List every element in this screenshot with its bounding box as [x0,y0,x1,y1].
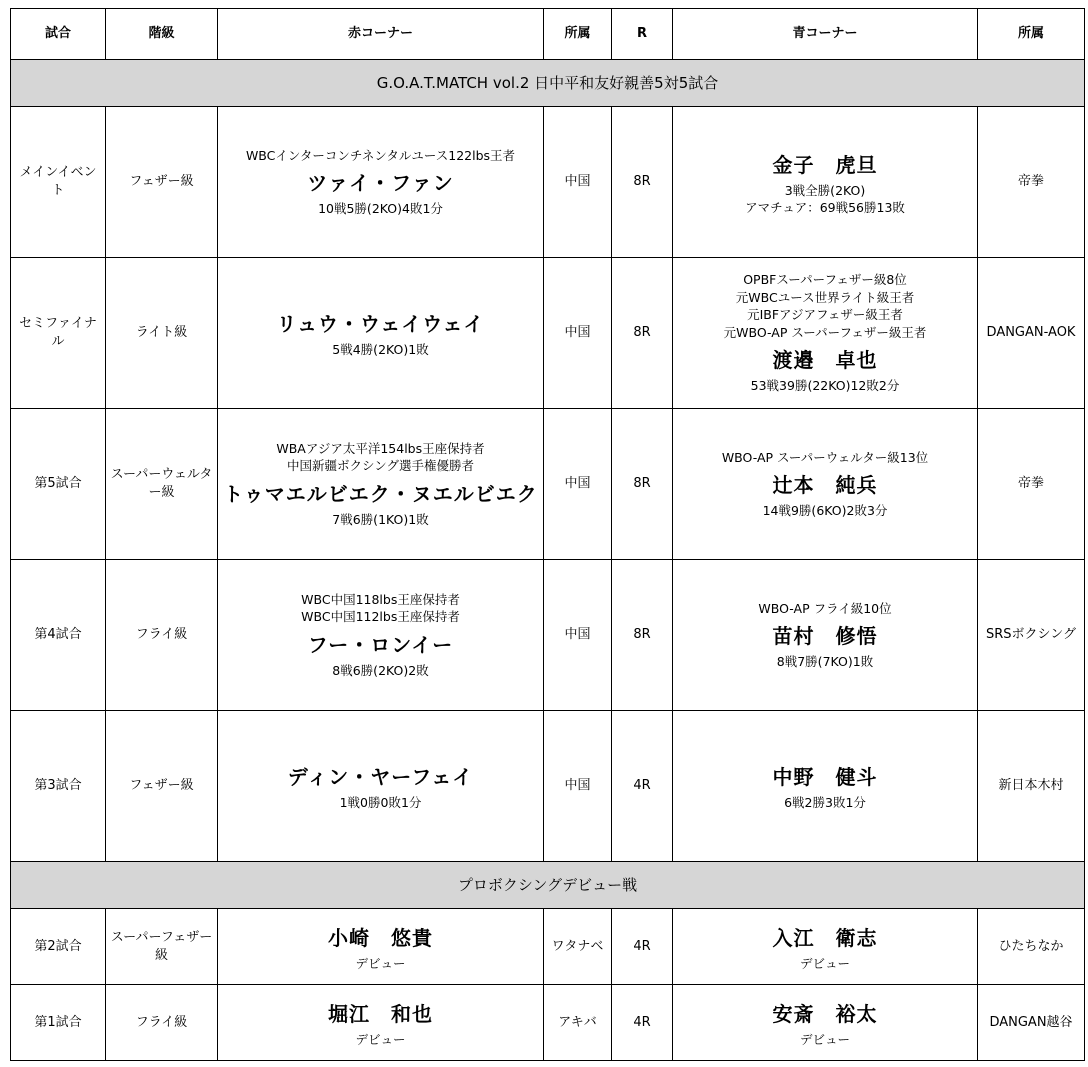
rounds: 4R [612,985,673,1061]
red-gym: 中国 [544,711,612,862]
blue-fighter-name: 苗村 修悟 [772,624,878,648]
red-gym: 中国 [544,107,612,258]
bout-label: 第4試合 [11,560,106,711]
section-title: プロボクシングデビュー戦 [11,862,1085,909]
weight-class: スーパーフェザー級 [106,909,218,985]
bout-row [11,258,1085,409]
blue-fighter-name: 渡邉 卓也 [772,348,878,373]
red-fighter-name: リュウ・ウェイウェイ [276,312,485,337]
red-title-line: WBCインターコンチネンタルユース122lbs王者 [245,147,516,163]
blue-gym: DANGAN越谷 [978,985,1085,1061]
blue-corner-cell [673,258,978,409]
red-record: 5戦4勝(2KO)1敗 [332,342,429,358]
blue-title-line: 元WBO-AP スーパーフェザー級王者 [723,324,927,340]
red-record: 8戦6勝(2KO)2敗 [332,662,429,678]
blue-title-line: WBO-AP フライ級10位 [758,600,892,616]
bout-label: セミファイナル [11,258,106,409]
red-record: 7戦6勝(1KO)1敗 [332,511,429,527]
section-goat-match [11,60,1085,107]
red-record: デビュー [355,1031,406,1047]
red-corner-cell [218,560,544,711]
red-record: 1戦0勝0敗1分 [339,795,422,811]
red-gym: ワタナベ [544,909,612,985]
rounds: 8R [612,409,673,560]
blue-fighter-name: 中野 健斗 [772,765,878,790]
red-record: デビュー [355,955,406,971]
blue-fighter-name: 金子 虎旦 [772,152,878,177]
red-gym: 中国 [544,409,612,560]
red-fighter-name: 小崎 悠貴 [328,925,433,950]
red-gym: 中国 [544,560,612,711]
blue-record: デビュー [799,955,850,971]
blue-record: 14戦9勝(6KO)2敗3分 [762,503,888,518]
blue-corner-cell [673,560,978,711]
header-blue-corner: 青コーナー [673,9,978,60]
blue-record: アマチュア：69戦56勝13敗 [745,200,905,215]
header-blue-gym: 所属 [978,9,1085,60]
rounds: 8R [612,107,673,258]
blue-gym: DANGAN-AOK [978,258,1085,409]
blue-record: 6戦2勝3敗1分 [784,795,866,811]
header-row [11,9,1085,60]
red-title-line: WBC中国112lbs王座保持者 [301,609,460,625]
rounds: 4R [612,711,673,862]
red-title-line: 中国新疆ボクシング選手権優勝者 [287,458,474,474]
blue-title-line: OPBFスーパーフェザー級8位 [743,272,907,288]
rounds: 8R [612,258,673,409]
header-red-corner: 赤コーナー [218,9,544,60]
blue-gym: 帝拳 [978,107,1085,258]
bout-row [11,985,1085,1061]
header-rounds: R [612,9,673,60]
bout-label: 第2試合 [11,909,106,985]
red-fighter-name: ディン・ヤーフェイ [287,765,474,790]
red-title-line: WBC中国118lbs王座保持者 [301,591,460,607]
header-red-gym: 所属 [544,9,612,60]
fight-card-table [10,8,1085,1061]
blue-gym: SRSボクシング [978,560,1085,711]
blue-gym: 新日本木村 [978,711,1085,862]
blue-record: 3戦全勝(2KO) [784,182,866,198]
red-corner-cell [218,409,544,560]
blue-record: 53戦39勝(22KO)12敗2分 [750,378,900,394]
red-gym: 中国 [544,258,612,409]
weight-class: フライ級 [106,985,218,1061]
section-title: G.O.A.T.MATCH vol.2 日中平和友好親善5対5試合 [11,60,1085,107]
weight-class: スーパーウェルター級 [106,409,218,560]
red-title-line: WBAアジア太平洋154lbs王座保持者 [276,440,485,456]
blue-corner-cell [673,985,978,1061]
blue-gym: ひたちなか [978,909,1085,985]
bout-label: 第5試合 [11,409,106,560]
weight-class: ライト級 [106,258,218,409]
blue-record: 8戦7勝(7KO)1敗 [776,654,874,669]
blue-title-line: WBO-AP スーパーウェルター級13位 [721,449,929,465]
header-bout: 試合 [11,9,106,60]
bout-row [11,409,1085,560]
bout-row [11,107,1085,258]
weight-class: フェザー級 [106,711,218,862]
bout-row [11,909,1085,985]
red-corner-cell [218,258,544,409]
header-weight: 階級 [106,9,218,60]
blue-title-line: 元WBCユース世界ライト級王者 [735,289,915,305]
section-debut [11,862,1085,909]
blue-fighter-name: 安斎 裕太 [772,1001,878,1026]
blue-title-line: 元IBFアジアフェザー級王者 [747,307,903,323]
red-gym: アキバ [544,985,612,1061]
blue-gym: 帝拳 [978,409,1085,560]
rounds: 8R [612,560,673,711]
blue-corner-cell [673,409,978,560]
blue-corner-cell [673,107,978,258]
bout-row [11,560,1085,711]
blue-record: デビュー [799,1031,850,1047]
red-fighter-name: 堀江 和也 [328,1001,433,1026]
red-corner-cell [218,711,544,862]
weight-class: フェザー級 [106,107,218,258]
blue-corner-cell [673,711,978,862]
blue-fighter-name: 辻本 純兵 [772,473,878,497]
red-record: 10戦5勝(2KO)4敗1分 [318,201,443,216]
bout-label: メインイベント [11,107,106,258]
red-corner-cell [218,909,544,985]
red-corner-cell [218,107,544,258]
bout-label: 第1試合 [11,985,106,1061]
red-corner-cell [218,985,544,1061]
blue-fighter-name: 入江 衛志 [772,925,878,950]
red-fighter-name: トゥマエルビエク・ヌエルビエク [223,481,538,506]
red-fighter-name: フー・ロンイー [307,632,454,657]
bout-label: 第3試合 [11,711,106,862]
weight-class: フライ級 [106,560,218,711]
red-fighter-name: ツァイ・ファン [307,171,454,195]
bout-row [11,711,1085,862]
blue-corner-cell [673,909,978,985]
rounds: 4R [612,909,673,985]
